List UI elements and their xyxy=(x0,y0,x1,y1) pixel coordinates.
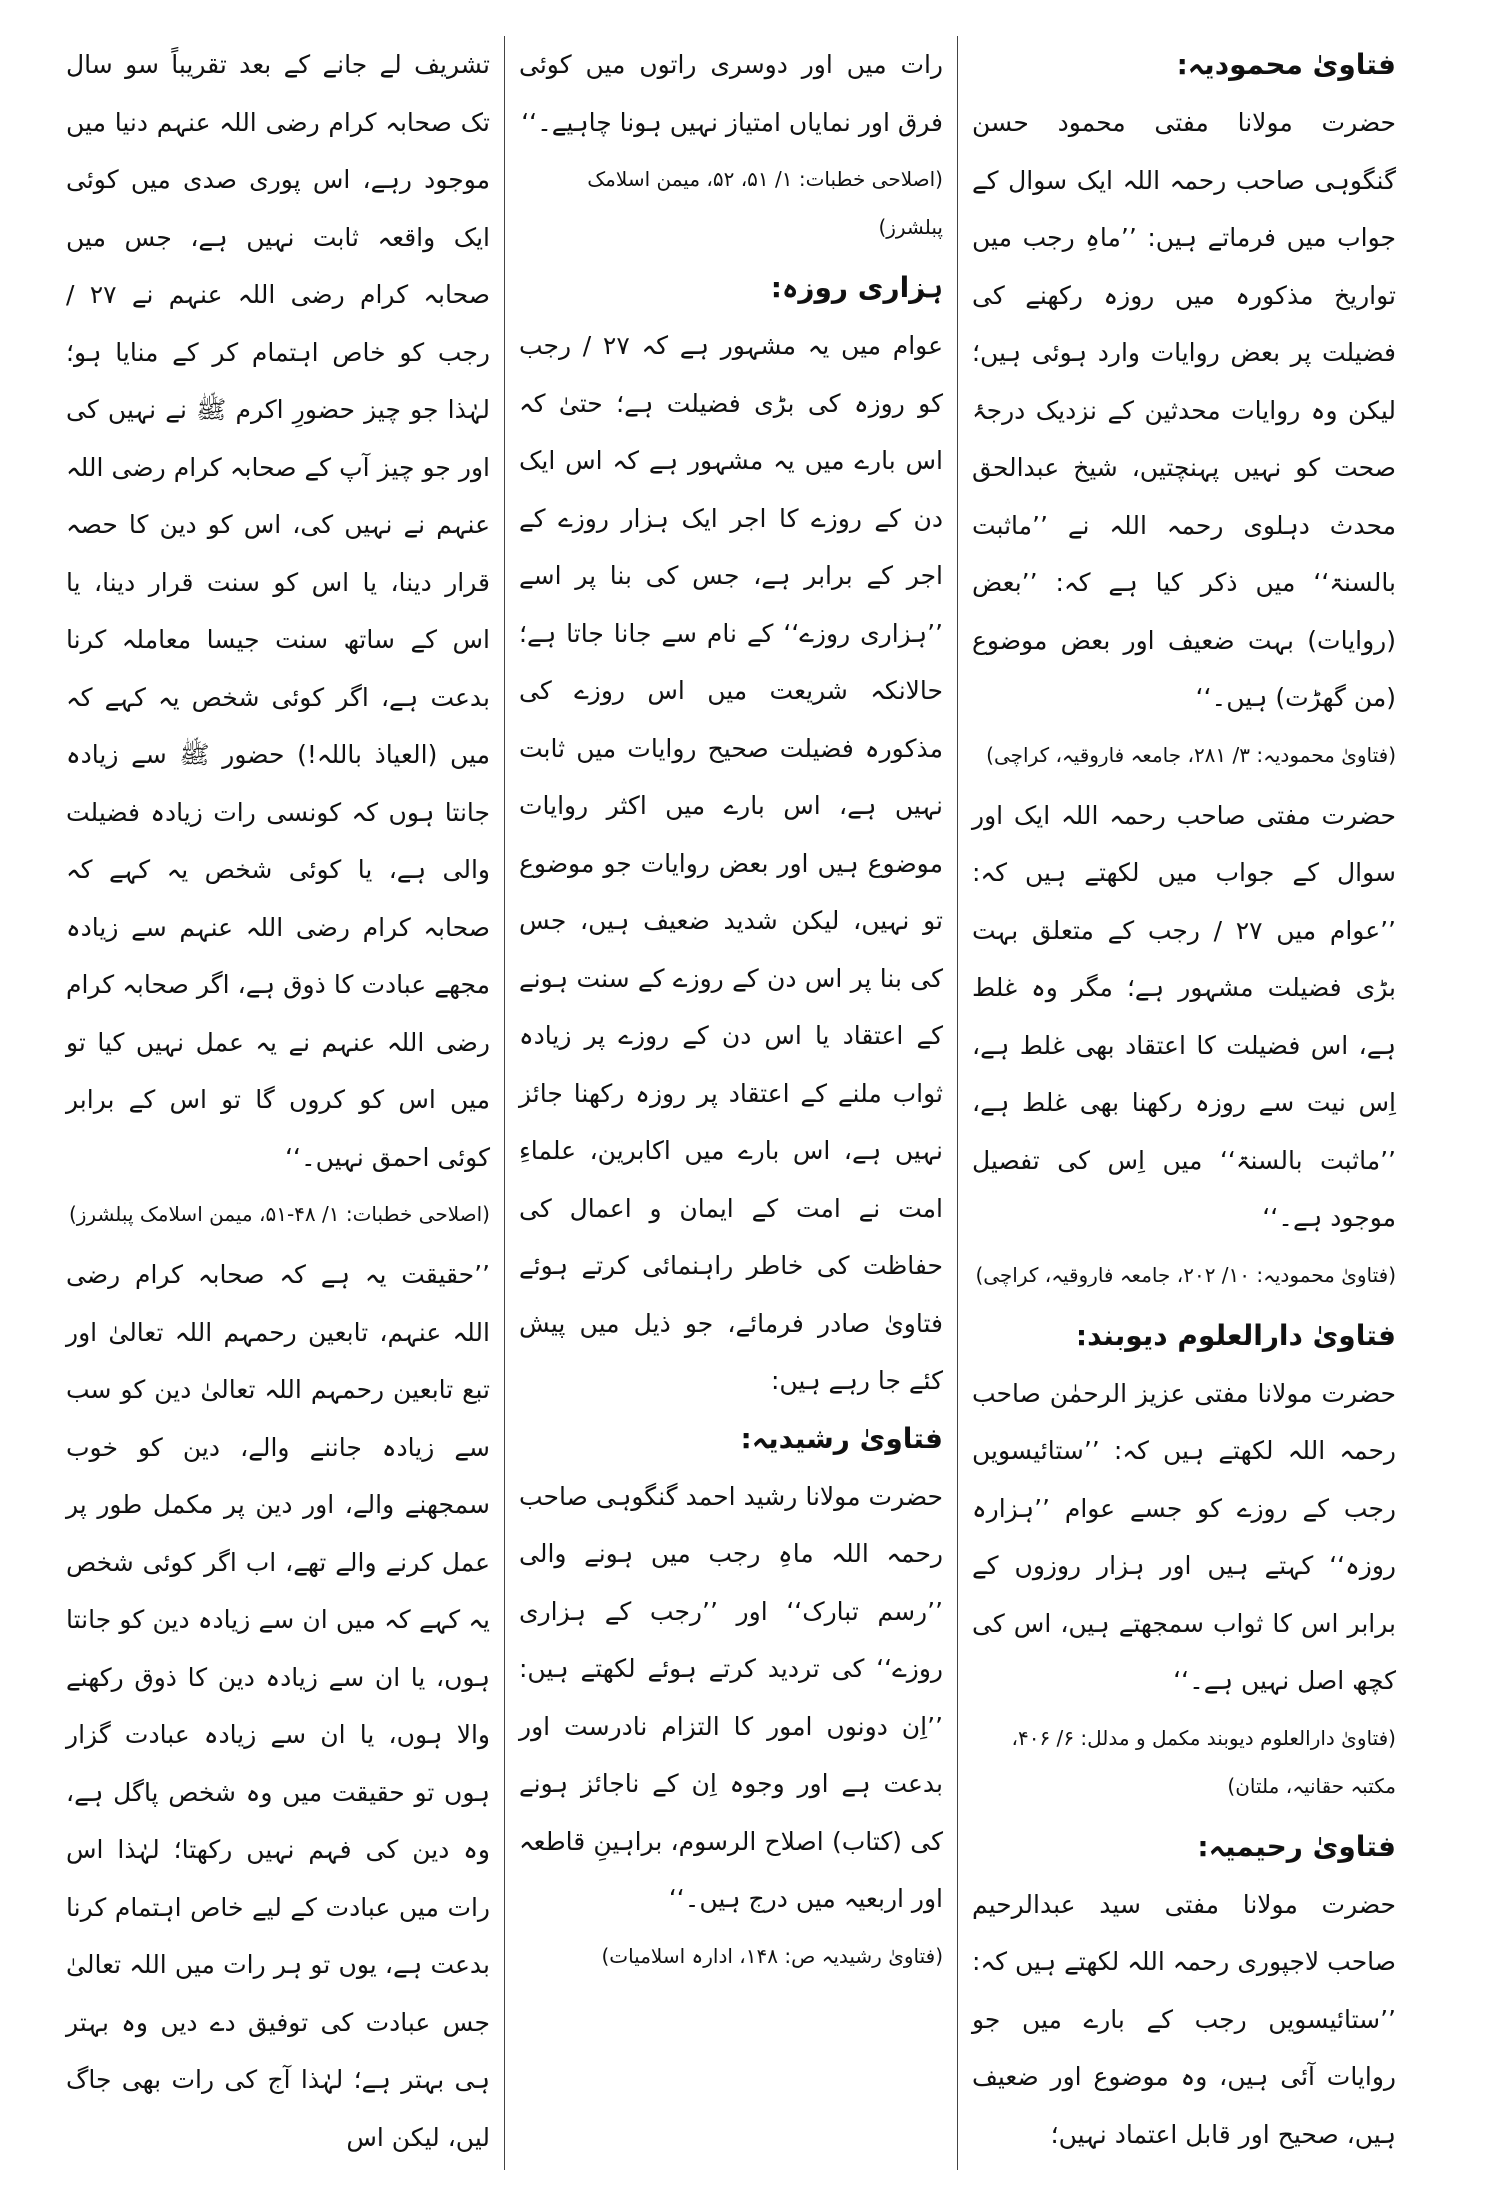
citation: (اصلاحی خطبات: ۱/ ۴۸-۵۱، میمن اسلامک پبلشرز) xyxy=(68,1202,490,1226)
section-heading: ہزاری روزہ: xyxy=(770,271,943,304)
column-right xyxy=(52,36,504,2170)
column-divider xyxy=(504,36,505,2170)
column-left xyxy=(958,36,1410,2170)
citation: (فتاویٰ دارالعلوم دیوبند مکمل و مدلل: ۶/ ۴۰۶، مکتبہ حقانیہ، ملتان) xyxy=(1011,1725,1396,1798)
paragraph: حضرت مولانا مفتی سید عبدالرحیم صاحب لاجپوری رحمہ اللہ لکھتے ہیں کہ: ’’ستائیسویں رجب کے بارے میں جو روایات آئی ہیں، وہ موضوع اور ضعیف ہیں، صحیح اور قابل اعتماد نہیں؛ xyxy=(972,1889,1396,2149)
paragraph: حضرت مولانا مفتی عزیز الرحمٰن صاحب رحمہ اللہ لکھتے ہیں کہ: ’’ستائیسویں رجب کے روزے کو جسے عوام ’’ہزارہ روزہ‘‘ کہتے ہیں اور ہزار روزوں کے برابر اس کا ثواب سمجھتے ہیں، اس کی کچھ اصل نہیں ہے۔‘‘ xyxy=(972,1378,1396,1695)
section-heading: فتاویٰ محمودیہ: xyxy=(1176,48,1396,81)
paragraph: رات میں اور دوسری راتوں میں کوئی فرق اور نمایاں امتیاز نہیں ہونا چاہیے۔‘‘ xyxy=(519,50,943,137)
paragraph: تشریف لے جانے کے بعد تقریباً سو سال تک صحابہ کرام رضی اللہ عنہم دنیا میں موجود رہے، اس پوری صدی میں کوئی ایک واقعہ ثابت نہیں ہے، جس میں صحابہ کرام رضی اللہ عنہم نے ۲۷ / رجب کو خاص اہتمام کر کے منایا ہو؛ لہٰذا جو چیز حضورِ اکرم ﷺ نے نہیں کی اور جو چیز آپ کے صحابہ کرام رضی اللہ عنہم نے نہیں کی، اس کو دین کا حصہ قرار دینا، یا اس کو سنت قرار دینا، یا اس کے ساتھ سنت جیسا معاملہ کرنا بدعت ہے، اگر کوئی شخص یہ کہے کہ میں (العیاذ باللہ!) حضور ﷺ سے زیادہ جانتا ہوں کہ کونسی رات زیادہ فضیلت والی ہے، یا کوئی شخص یہ کہے کہ صحابہ کرام رضی اللہ عنہم سے زیادہ مجھے عبادت کا ذوق ہے، اگر صحابہ کرام رضی اللہ عنہم نے یہ عمل نہیں کیا تو میں اس کو کروں گا تو اس کے برابر کوئی احمق نہیں۔‘‘ xyxy=(66,50,490,1172)
column-divider xyxy=(957,36,958,2170)
section-heading: فتاویٰ رحیمیہ: xyxy=(1197,1829,1396,1863)
citation: (اصلاحی خطبات: ۱/ ۵۱، ۵۲، میمن اسلامک پبلشرز) xyxy=(587,167,943,239)
column-middle xyxy=(505,36,957,2170)
paragraph: حضرت مولانا رشید احمد گنگوہی صاحب رحمہ اللہ ماہِ رجب میں ہونے والی ’’رسم تبارک‘‘ اور ’’رجب کے ہزاری روزے‘‘ کی تردید کرتے ہوئے لکھتے ہیں: ’’اِن دونوں امور کا التزام نادرست اور بدعت ہے اور وجوہ اِن کے ناجائز ہونے کی (کتاب) اصلاح الرسوم، براہینِ قاطعہ اور اربعیہ میں درج ہیں۔‘‘ xyxy=(519,1481,943,1913)
paragraph: حضرت مفتی صاحب رحمہ اللہ ایک اور سوال کے جواب میں لکھتے ہیں کہ: ’’عوام میں ۲۷ / رجب کے متعلق بہت بڑی فضیلت مشہور ہے؛ مگر وہ غلط ہے، اس فضیلت کا اعتقاد بھی غلط ہے، اِس نیت سے روزہ رکھنا بھی غلط ہے، ’’ماثبت بالسنۃ‘‘ میں اِس کی تفصیل موجود ہے۔‘‘ xyxy=(972,800,1397,1232)
citation: (فتاویٰ محمودیہ: ۱۰/ ۲۰۲، جامعہ فاروقیہ، کراچی) xyxy=(975,1262,1396,1287)
citation: (فتاویٰ محمودیہ: ۳/ ۲۸۱، جامعہ فاروقیہ، کراچی) xyxy=(986,742,1396,767)
citation: (فتاویٰ رشیدیہ ص: ۱۴۸، ادارہ اسلامیات) xyxy=(601,1943,943,1968)
paragraph: حضرت مولانا مفتی محمود حسن گنگوہی صاحب رحمہ اللہ ایک سوال کے جواب میں فرماتے ہیں: ’’ماہِ رجب میں تواریخ مذکورہ میں روزہ رکھنے کی فضیلت پر بعض روایات وارد ہوئی ہیں؛ لیکن وہ روایات محدثین کے نزدیک درجۂ صحت کو نہیں پہنچتیں، شیخ عبدالحق محدث دہلوی رحمہ اللہ نے ’’ماثبت بالسنۃ‘‘ میں ذکر کیا ہے کہ: ’’بعض (روایات) بہت ضعیف اور بعض موضوع (من گھڑت) ہیں۔‘‘ xyxy=(972,108,1396,712)
section-heading: فتاویٰ رشیدیہ: xyxy=(740,1421,943,1455)
paragraph: عوام میں یہ مشہور ہے کہ ۲۷ / رجب کو روزہ کی بڑی فضیلت ہے؛ حتیٰ کہ اس بارے میں یہ مشہور ہے کہ اس ایک دن کے روزے کا اجر ایک ہزار روزے کے اجر کے برابر ہے، جس کی بنا پر اسے ’’ہزاری روزے‘‘ کے نام سے جانا جاتا ہے؛ حالانکہ شریعت میں اس روزے کی مذکورہ فضیلت صحیح روایات میں ثابت نہیں ہے، اس بارے میں اکثر روایات موضوع ہیں اور بعض روایات جو موضوع تو نہیں، لیکن شدید ضعیف ہیں، جس کی بنا پر اس دن کے روزے کے سنت ہونے کے اعتقاد یا اس دن کے روزے پر زیادہ ثواب ملنے کے اعتقاد پر روزہ رکھنا جائز نہیں ہے، اس بارے میں اکابرین، علماءِ امت نے امت کے ایمان و اعمال کی حفاظت کی خاطر راہنمائی کرتے ہوئے فتاویٰ صادر فرمائے، جو ذیل میں پیش کئے جا رہے ہیں: xyxy=(519,331,943,1395)
paragraph: ’’حقیقت یہ ہے کہ صحابہ کرام رضی اللہ عنہم، تابعین رحمہم اللہ تعالیٰ اور تبع تابعین رحمہم اللہ تعالیٰ دین کو سب سے زیادہ جاننے والے، دین کو خوب سمجھنے والے، اور دین پر مکمل طور پر عمل کرنے والے تھے، اب اگر کوئی شخص یہ کہے کہ میں ان سے زیادہ دین کو جانتا ہوں، یا ان سے زیادہ دین کا ذوق رکھنے والا ہوں، یا ان سے زیادہ عبادت گزار ہوں تو حقیقت میں وہ شخص پاگل ہے، وہ دین کی فہم نہیں رکھتا؛ لہٰذا اس رات میں عبادت کے لیے خاص اہتمام کرنا بدعت ہے، یوں تو ہر رات میں اللہ تعالیٰ جس عبادت کی توفیق دے دیں وہ بہتر ہی بہتر ہے؛ لہٰذا آج کی رات بھی جاگ لیں، لیکن اس xyxy=(66,1260,490,2152)
section-heading: فتاویٰ دارالعلوم دیوبند: xyxy=(1075,1318,1396,1352)
